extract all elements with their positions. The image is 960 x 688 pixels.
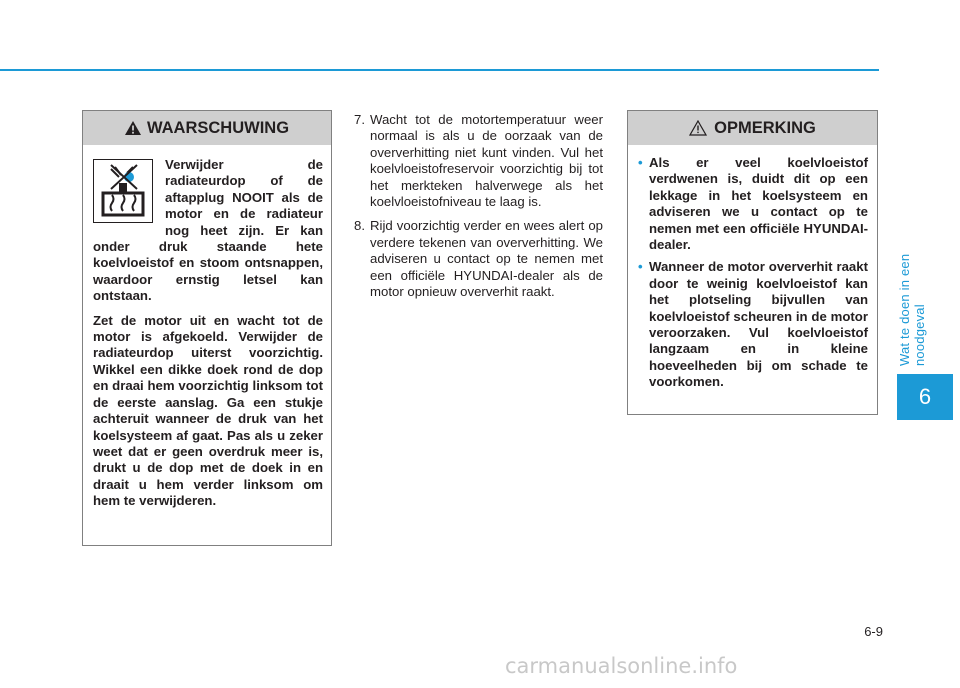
warning-paragraph-1: Verwijder de radiateurdop of de aftapplug NOOIT als de motor en de radiateur nog heet zijn. Er kan onder druk staande hete koelvloeistof en stoom ontsnappen, waardoor ernstig letsel kan ontstaan. [93,157,323,304]
list-item [638,155,868,253]
warning-triangle-icon [125,121,141,135]
radiator-cap-hot-icon [93,159,153,223]
list-item [354,218,603,300]
note-body [628,145,877,391]
step-text: Rijd voorzichtig verder en wees alert op verdere tekenen van oververhitting. We adviseren u contact op te nemen met een officiële HYUNDAI-dealer als de motor opnieuw oververhit raakt. [370,218,603,300]
warning-box [82,110,332,546]
chapter-tab[interactable]: 6 [897,374,953,420]
bullet-icon: • [638,259,643,275]
note-box [627,110,878,415]
warning-title: WAARSCHUWING [146,118,290,137]
note-bullet-text: Wanneer de motor oververhit raakt door te weinig koelvloeistof kan het plotseling bijvullen van koelvloeistof scheuren in de motor veroorzaken. Vul koelvloeistof langzaam en in kleine hoeveelheden bij om schade te voorkomen. [649,259,868,390]
step-text: Wacht tot de motortemperatuur weer normaal is als u de oorzaak van de oververhitting niet kunt vinden. Vul het koelvloeistofreservoir voorzichtig bij tot het merkteken halverwege als het koelvloeistofniveau te laag is. [370,112,603,210]
page-number: 6-9 [864,624,883,639]
top-rule [0,69,879,71]
watermark: carmanualsonline.info [505,654,738,678]
note-title: OPMERKING [714,118,816,137]
step-number: 7. [354,112,365,127]
caution-triangle-icon [689,120,707,136]
bullet-icon: • [638,155,643,170]
warning-paragraph-2: Zet de motor uit en wacht tot de motor is afgekoeld. Verwijder de radiateurdop uiterst voorzichtig. Wikkel een dikke doek rond de dop en draai hem voorzichtig linksom tot de eerste aanslag. Ga een stukje achteruit wanneer de druk van het koelsysteem af gaat. Pas als u zeker weet dat er geen overdruk meer is, drukt u de dop met de doek in en draait u hem verder linksom om hem te verwijderen. [93,312,323,509]
note-header [628,111,877,145]
warning-header [83,111,331,145]
note-bullet-text: Als er veel koelvloeistof verdwenen is, duidt dit op een lekkage in het koelsysteem en adviseren we u contact op te nemen met een officiële HYUNDAI-dealer. [649,155,868,253]
warning-body [83,145,331,510]
list-item [638,259,868,390]
section-side-title: Wat te doen in een noodgeval [897,253,927,366]
procedure-steps [354,112,603,308]
step-number: 8. [354,218,365,234]
list-item [354,112,603,210]
